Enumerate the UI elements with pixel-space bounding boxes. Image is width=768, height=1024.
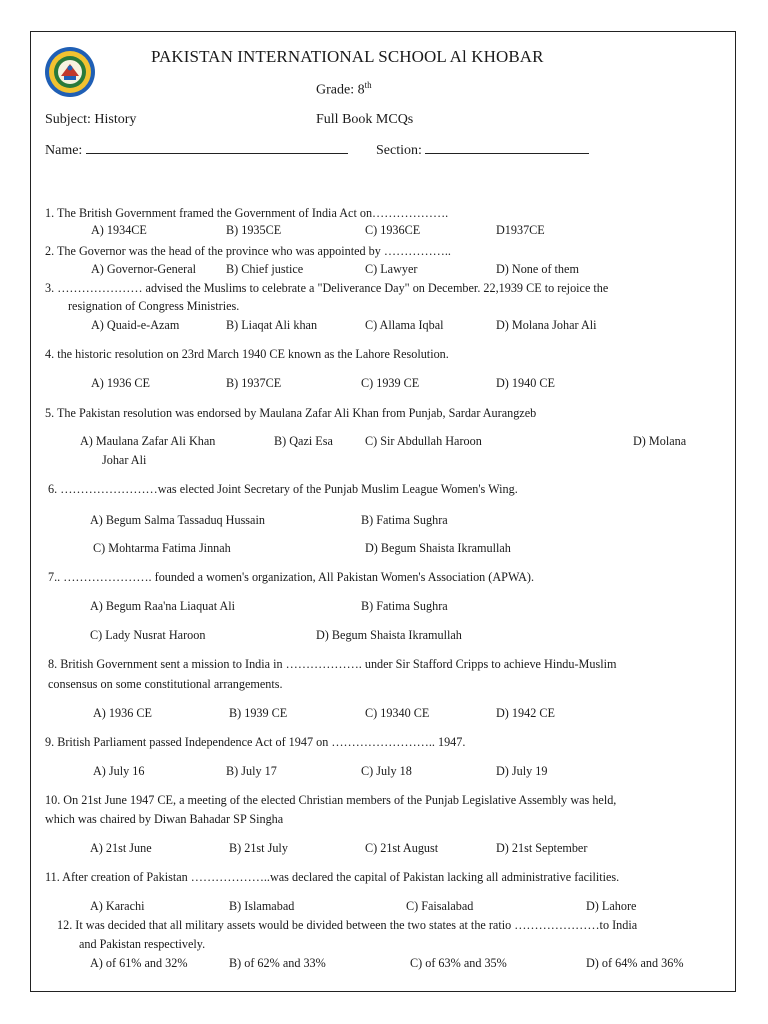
question-12-text: 12. It was decided that all military assets would be divided between the two states at the ratio …………………to India [57,918,638,932]
question-6-text: 6. ……………………was elected Joint Secretary of the Punjab Muslim League Women's Wing. [48,482,518,496]
question-3-option-a[interactable]: A) Quaid-e-Azam [91,318,180,332]
question-2-text: 2. The Governor was the head of the province who was appointed by …………….. [45,244,451,258]
question-9-option-b[interactable]: B) July 17 [226,764,277,778]
paper-title: Full Book MCQs [316,112,414,127]
question-4-text: 4. the historic resolution on 23rd March 1940 CE known as the Lahore Resolution. [45,347,449,361]
question-5-option-a-continued: Johar Ali [102,453,147,467]
question-3-text-continued: resignation of Congress Ministries. [68,299,240,313]
school-logo-icon [44,46,96,98]
question-12-text-continued: and Pakistan respectively. [79,937,206,951]
question-12-option-d[interactable]: D) of 64% and 36% [586,956,684,970]
question-11-option-c[interactable]: C) Faisalabad [406,899,474,913]
question-10-text-continued: which was chaired by Diwan Bahadar SP Singha [45,812,284,826]
question-4-option-a[interactable]: A) 1936 CE [91,376,150,390]
question-10-option-b[interactable]: B) 21st July [229,841,288,855]
question-10-text: 10. On 21st June 1947 CE, a meeting of the elected Christian members of the Punjab Legislative Assembly was held, [45,793,617,807]
question-3-option-d[interactable]: D) Molana Johar Ali [496,318,597,332]
section-field[interactable] [376,143,589,159]
question-1-option-a[interactable]: A) 1934CE [91,223,147,237]
question-10-option-a[interactable]: A) 21st June [90,841,152,855]
question-1-text: 1. The British Government framed the Government of India Act on………………. [45,206,449,220]
question-5-option-a[interactable]: A) Maulana Zafar Ali Khan [80,434,216,448]
question-3-option-c[interactable]: C) Allama Iqbal [365,318,444,332]
question-4-option-b[interactable]: B) 1937CE [226,376,282,390]
question-1-option-d[interactable]: D1937CE [496,223,545,237]
question-5-text: 5. The Pakistan resolution was endorsed by Maulana Zafar Ali Khan from Punjab, Sardar Aurangzeb [45,406,537,420]
subject-label: Subject: History [45,112,137,127]
question-2-option-c[interactable]: C) Lawyer [365,262,418,276]
grade-text: Grade: 8 [316,82,365,98]
section-blank-line [425,152,589,154]
name-label: Name: [45,143,83,158]
question-9-option-a[interactable]: A) July 16 [93,764,145,778]
question-3-text: 3. ………………… advised the Muslims to celebrate a "Deliverance Day" on December. 22,1939 CE to rejoice the [45,281,609,295]
question-7-text: 7.. …………………. founded a women's organization, All Pakistan Women's Association (APWA). [48,570,535,584]
question-9-option-d[interactable]: D) July 19 [496,764,548,778]
question-1-option-b[interactable]: B) 1935CE [226,223,282,237]
section-label: Section: [376,143,422,158]
question-11-text: 11. After creation of Pakistan ………………..was declared the capital of Pakistan lacking all administrative facilities. [45,870,620,884]
question-12-option-a[interactable]: A) of 61% and 32% [90,956,188,970]
question-10-option-c[interactable]: C) 21st August [365,841,439,855]
question-2-option-d[interactable]: D) None of them [496,262,579,276]
question-12-option-c[interactable]: C) of 63% and 35% [410,956,507,970]
grade-label [316,80,372,99]
question-7-option-c[interactable]: C) Lady Nusrat Haroon [90,628,206,642]
question-8-option-c[interactable]: C) 19340 CE [365,706,430,720]
name-blank-line [86,152,348,154]
school-name: PAKISTAN INTERNATIONAL SCHOOL Al KHOBAR [151,47,544,66]
question-10-option-d[interactable]: D) 21st September [496,841,588,855]
question-12-option-b[interactable]: B) of 62% and 33% [229,956,326,970]
grade-superscript: th [364,80,372,90]
question-5-option-d[interactable]: D) Molana [633,434,687,448]
question-9-option-c[interactable]: C) July 18 [361,764,412,778]
question-11-option-a[interactable]: A) Karachi [90,899,145,913]
question-7-option-b[interactable]: B) Fatima Sughra [361,599,448,613]
question-8-text: 8. British Government sent a mission to India in ………………. under Sir Stafford Cripps to achieve Hindu-Muslim [48,657,617,671]
question-11-option-b[interactable]: B) Islamabad [229,899,295,913]
question-5-option-c[interactable]: C) Sir Abdullah Haroon [365,434,482,448]
question-8-option-a[interactable]: A) 1936 CE [93,706,152,720]
question-4-option-d[interactable]: D) 1940 CE [496,376,555,390]
question-7-option-a[interactable]: A) Begum Raa'na Liaquat Ali [90,599,236,613]
question-6-option-d[interactable]: D) Begum Shaista Ikramullah [365,541,511,555]
name-field[interactable] [45,143,348,159]
question-8-text-continued: consensus on some constitutional arrangements. [48,677,283,691]
question-7-option-d[interactable]: D) Begum Shaista Ikramullah [316,628,462,642]
question-11-option-d[interactable]: D) Lahore [586,899,637,913]
question-4-option-c[interactable]: C) 1939 CE [361,376,420,390]
question-5-option-b[interactable]: B) Qazi Esa [274,434,333,448]
question-6-option-c[interactable]: C) Mohtarma Fatima Jinnah [93,541,231,555]
question-2-option-a[interactable]: A) Governor-General [91,262,196,276]
question-6-option-b[interactable]: B) Fatima Sughra [361,513,448,527]
question-8-option-d[interactable]: D) 1942 CE [496,706,555,720]
question-6-option-a[interactable]: A) Begum Salma Tassaduq Hussain [90,513,265,527]
question-3-option-b[interactable]: B) Liaqat Ali khan [226,318,318,332]
question-8-option-b[interactable]: B) 1939 CE [229,706,288,720]
question-9-text: 9. British Parliament passed Independence Act of 1947 on …………………….. 1947. [45,735,466,749]
question-1-option-c[interactable]: C) 1936CE [365,223,421,237]
question-2-option-b[interactable]: B) Chief justice [226,262,304,276]
